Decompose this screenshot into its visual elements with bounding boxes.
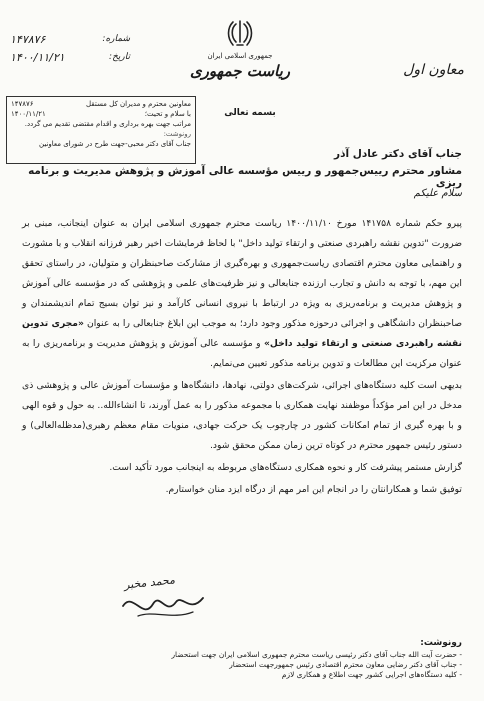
body-p1-bold: «مجری تدوین نقشه راهبردی صنعتی و ارتقاء تولید داخل»: [22, 318, 462, 349]
letter-body: [22, 214, 462, 502]
body-p1-start: پیرو حکم شماره ۱۴۱۷۵۸ مورخ ۱۴۰۰/۱۱/۱۰ ریاست محترم جمهوری اسلامی ایران به عنوان اینجانب، مبنی بر ضرورت "تدوین نقشه راهبردی صنعتی و ارتقاء تولید داخل" با لحاظ فرمایشات اخیر رهبر فرزانه انقلاب و با مشورت و راهنمایی معاون محترم اقتصادی ریاست‌جمهوری و بهره‌گیری از مشارکت صاحبنظران و متولیان، در راستای تحقق این مهم، با توجه به دانش و تجارب ارزنده جنابعالی و نیز ظرفیت‌های علمی و پژوهشی که در مؤسسه عالی آموزش و پژوهش مدیریت و برنامه‌ریزی به ویژه در ارتباط با نیروی انسانی کارآمد و نیز توان بسیج تمام اندیشمندان و صاحبنظران دانشگاهی و اجرائی درحوزه مذکور وجود دارد؛ به موجب این ابلاغ جنابعالی را به عنوان: [22, 218, 462, 329]
letter-date-row: [10, 48, 130, 66]
cc-item: - حضرت آیت الله جناب آقای دکتر رئیسی ریاست محترم جمهوری اسلامی ایران جهت استحضار: [171, 650, 462, 659]
routing-stamp: [6, 96, 196, 164]
routing-line-cc-label: رونوشت:: [163, 130, 191, 138]
national-emblem-icon: [226, 18, 254, 48]
besmeh-heading: بسمه تعالی: [224, 108, 276, 118]
routing-line-instruction: مراتب جهت بهره برداری و اقدام مقتضی تقدیم می گردد.: [24, 120, 191, 128]
date-value: ۱۴۰۰/۱۱/۲۱: [10, 50, 65, 64]
routing-number: ۱۴۷۸۷۶: [11, 100, 34, 108]
signature-name: محمد مخبر: [123, 573, 176, 592]
addressee-title: مشاور محترم رییس‌جمهور و رییس مؤسسه عالی آموزش و پژوهش مدیریت و برنامه ریزی: [28, 165, 462, 189]
date-label: تاریخ:: [109, 52, 130, 62]
addressee-name: جناب آقای دکتر عادل آذر: [334, 148, 462, 160]
salutation: سلام علیکم: [413, 188, 462, 199]
signature-scribble-icon: [118, 586, 208, 626]
cc-list: [22, 650, 462, 680]
cc-heading: رونوشت:: [420, 638, 462, 648]
org-subtitle: جمهوری اسلامی ایران: [207, 52, 273, 60]
body-paragraph-4: توفیق شما و همکارانتان را در انجام این امر مهم از درگاه ایزد منان خواستارم.: [165, 484, 462, 495]
letter-meta: [10, 30, 130, 66]
body-paragraph-2: بدیهی است کلیه دستگاه‌های اجرائی، شرکت‌های دولتی، نهادها، دانشگاه‌ها و مؤسسات آموزش عالی و پژوهشی ذی مدخل در این امر مؤکداً موظفند نهایت همکاری با مجموعه مذکور را به عمل آورند، تا انشاءالله.. به حول و قوه الهی و با بهره گیری از تمام امکانات کشور در چارچوب یک حرکت جهادی، منویات مقام معظم رهبری(مدظله‌العالی) و دستور رئیس جمهور محترم در کوتاه ترین زمان ممکن محقق شود.: [22, 380, 462, 451]
body-paragraph-3: گزارش مستمر پیشرفت کار و نحوه همکاری دستگاه‌های مربوطه به اینجانب مورد تأکید است.: [109, 462, 462, 473]
number-label: شماره:: [102, 34, 130, 44]
routing-date: ۱۴۰۰/۱۱/۲۱: [11, 110, 46, 118]
letter-number-row: [10, 30, 130, 48]
body-paragraph-1: [22, 214, 462, 374]
routing-line-cc: جناب آقای دکتر محبی-جهت طرح در شورای معاونین: [39, 140, 191, 148]
number-value: ۱۴۷۸۷۶: [10, 32, 46, 46]
cc-item: - کلیه دستگاه‌های اجرایی کشور جهت اطلاع و همکاری لازم: [281, 670, 462, 679]
office-title: معاون اول: [403, 62, 464, 78]
body-p1-end: و مؤسسه عالی آموزش و پژوهش مدیریت و برنامه‌ریزی را به عنوان مرکزیت این مطالعات و تدوین برنامه مذکور تعیین می‌نمایم.: [22, 338, 462, 369]
cc-item: - جناب آقای دکتر رضایی معاون محترم اقتصادی رئیس جمهورجهت استحضار: [229, 660, 462, 669]
routing-line-greeting: با سلام و تحیت؛: [144, 110, 191, 118]
org-title: ریاست جمهوری: [189, 62, 291, 80]
routing-line-recipients: معاونین محترم و مدیران کل مستقل: [85, 100, 191, 108]
